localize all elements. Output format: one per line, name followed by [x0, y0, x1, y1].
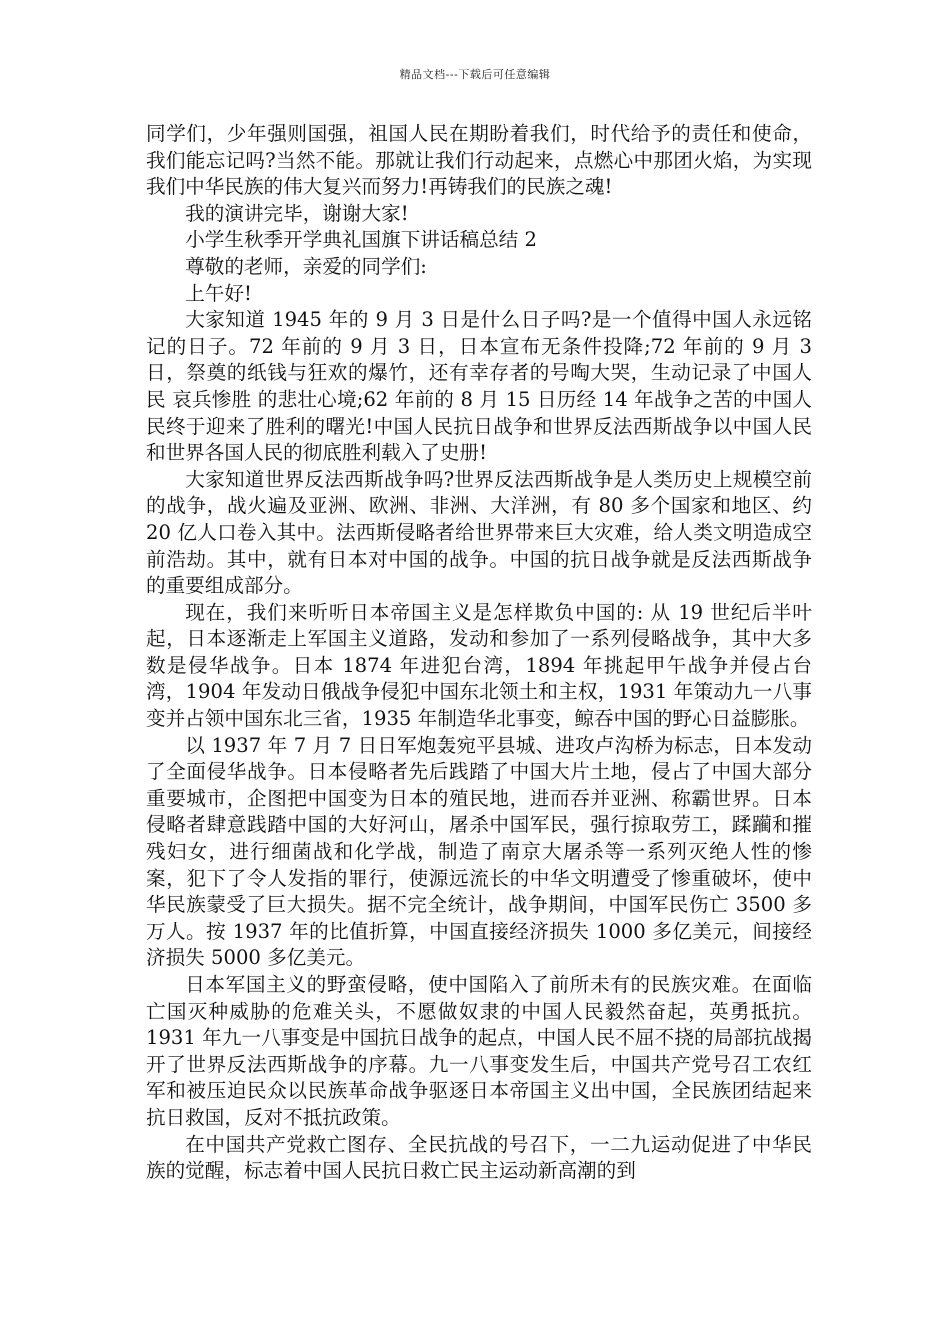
paragraph: 日本军国主义的野蛮侵略，使中国陷入了前所未有的民族灾难。在面临亡国灭种威胁的危难关头，不愿做奴隶的中国人民毅然奋起，英勇抵抗。1931 年九一八事变是中国抗日战争的起点，中国人民不屈不挠的局部抗战揭开了世界反法西斯战争的序幕。九一八事变发生后，中国共产党号召工农红军和被压迫民众以民族革命战争驱逐日本帝国主义出中国，全民族团结起来抗日救国，反对不抵抗政策。 — [146, 973, 812, 1129]
salutation: 尊敬的老师，亲爱的同学们: — [185, 254, 427, 278]
paragraph: 在中国共产党救亡图存、全民抗战的号召下，一二九运动促进了中华民族的觉醒，标志着中国人民抗日救亡民主运动新高潮的到 — [146, 1132, 812, 1183]
paragraph: 大家知道世界反法西斯战争吗?世界反法西斯战争是人类历史上规模空前的战争，战火遍及亚洲、欧洲、非洲、大洋洲，有 80 多个国家和地区、约 20 亿人口卷入其中。法西斯侵略者给世界带来巨大灾难，给人类文明造成空前浩劫。其中，就有日本对中国的战争。中国的抗日战争就是反法西斯战争的重要组成部分。 — [146, 467, 812, 598]
paragraph: 现在，我们来听听日本帝国主义是怎样欺负中国的: 从 19 世纪后半叶起，日本逐渐走上军国主义道路，发动和参加了一系列侵略战争，其中大多数是侵华战争。日本 1874 年进犯台湾，1894 年挑起甲午战争并侵占台湾，1904 年发动日俄战争侵犯中国东北领土和主权，1931 年策动九一八事变并占领中国东北三省，1935 年制造华北事变，鲸吞中国的野心日益膨胀。 — [146, 600, 812, 731]
paragraph: 以 1937 年 7 月 7 日日军炮轰宛平县城、进攻卢沟桥为标志，日本发动了全面侵华战争。日本侵略者先后践踏了中国大片土地，侵占了中国大部分重要城市，企图把中国变为日本的殖民地，进而吞并亚洲、称霸世界。日本侵略者肆意践踏中国的大好河山，屠杀中国军民，强行掠取劳工，蹂躏和摧残妇女，进行细菌战和化学战，制造了南京大屠杀等一系列灭绝人性的惨案，犯下了令人发指的罪行，使源远流长的中华文明遭受了惨重破坏，使中华民族蒙受了巨大损失。据不完全统计，战争期间，中国军民伤亡 3500 多万人。按 1937 年的比值折算，中国直接经济损失 1000 多亿美元，间接经济损失 5000 多亿美元。 — [146, 733, 812, 970]
section-title: 小学生秋季开学典礼国旗下讲话稿总结 2 — [185, 228, 537, 252]
document-body — [146, 121, 812, 1185]
paragraph: 大家知道 1945 年的 9 月 3 日是什么日子吗?是一个值得中国人永远铭记的日子。72 年前的 9 月 3 日，日本宣布无条件投降;72 年前的 9 月 3 日，祭奠的纸钱与狂欢的爆竹，还有幸存者的号啕大哭，生动记录了中国人民 哀兵惨胜 的悲壮心境;62 年前的 8 月 15 日历经 14 年战争之苦的中国人民终于迎来了胜利的曙光!中国人民抗日战争和世界反法西斯战争以中国人民和世界各国人民的彻底胜利载入了史册! — [146, 308, 812, 465]
paragraph: 同学们，少年强则国强，祖国人民在期盼着我们，时代给予的责任和使命，我们能忘记吗?当然不能。那就让我们行动起来，点燃心中那团火焰，为实现我们中华民族的伟大复兴而努力!再铸我们的民族之魂! — [146, 122, 812, 199]
header-note: 精品文档---下载后可任意编辑 — [399, 68, 551, 81]
closing-line: 我的演讲完毕，谢谢大家! — [185, 201, 409, 225]
greeting: 上午好! — [185, 281, 252, 305]
